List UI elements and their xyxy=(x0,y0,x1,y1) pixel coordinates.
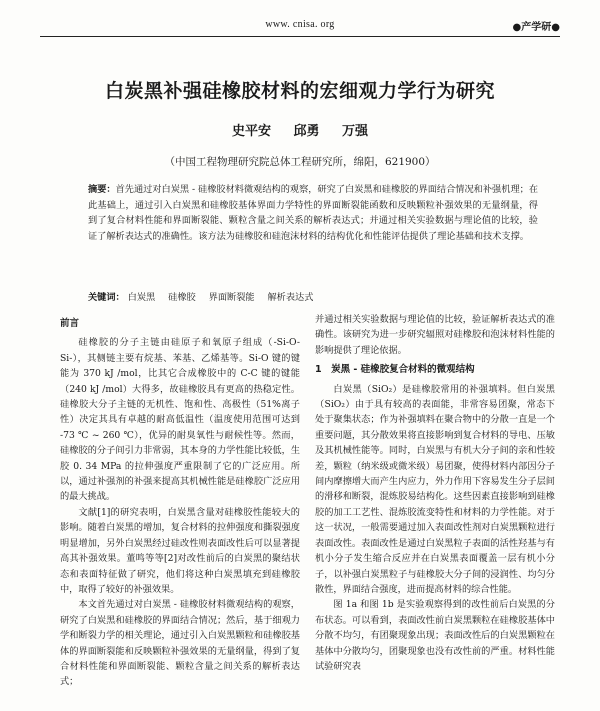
keyword: 解析表达式 xyxy=(267,292,314,303)
body-paragraph: 硅橡胶的分子主链由硅原子和氧原子组成（-Si-O-Si-），其侧链主要有烷基、苯基、乙烯基等。Si-O 键的键能为 370 kJ /mol，比其它合成橡胶中的 C-C 键的键能（240 kJ /mol）大得多，故硅橡胶具有更高的热稳定性。硅橡胶大分子主链的无机性、饱和性、高极性（51%离子性）决定其具有卓越的耐高低温性（温度使用范围可达到 -73 ℃ ~ 260 ℃），优异的耐臭氧性与耐候性等。然而，硅橡胶的分子间引力非常弱，其本身的力学性能比较低，生胶 0. 34 MPa 的拉伸强度严重限制了它的广泛应用。所以，通过补强剂的补强来提高其机械性能是硅橡胶广泛应用的最大挑战。 xyxy=(60,337,300,503)
running-header xyxy=(40,16,560,37)
author-name: 史平安 xyxy=(231,124,271,139)
left-column xyxy=(60,312,300,690)
abstract-label: 摘要： xyxy=(88,184,116,195)
keywords xyxy=(88,290,538,305)
section-heading-intro: 前言 xyxy=(60,318,80,329)
body-paragraph: 图 1a 和图 1b 是实验观察得到的改性前后白炭黑的分布状态。可以看到，表面改性前白炭黑颗粒在硅橡胶基体中分散不均匀，有团聚现象出现；表面改性后的白炭黑颗粒在基体中分散均匀，团聚现象也没有改性前的严重。材料性能试验研究表 xyxy=(315,599,555,672)
paper-title: 白炭黑补强硅橡胶材料的宏细观力学行为研究 xyxy=(104,80,495,102)
body-paragraph: 本文首先通过对白炭黑 - 硅橡胶材料微观结构的观察，研究了白炭黑和硅橡胶的界面结合情况；然后，基于细观力学和断裂力学的相关理论，通过引入白炭黑颗粒和硅橡胶基体的界面断裂能和反映颗粒补强效果的无量纲量，得到了复合材料性能和界面断裂能、颗粒含量之间关系的解析表达式； xyxy=(60,599,300,688)
body-paragraph: 白炭黑（SiO₂）是硅橡胶常用的补强填料。但白炭黑（SiO₂）由于具有较高的表面能，非常容易团聚，常态下处于聚集状态；作为补强填料在聚合物中的分散一直是一个重要问题，其分散效果将直接影响到复合材料的导电、压敏及其机械性能等。同时，白炭黑与有机大分子间的亲和性较差，颗粒（纳米级或微米级）易团聚，使得材料内部因分子间内摩擦增大而产生内应力，外力作用下容易发生分子层间的滑移和断裂，混炼胶易结构化。这些因素直接影响到硅橡胶的加工工艺性、混炼胶流变特性和材料的力学性能。对于这一状况，一般需要通过加入表面改性剂对白炭黑颗粒进行表面改性。表面改性是通过白炭黑粒子表面的活性羟基与有机小分子发生缩合反应并在白炭黑表面覆盖一层有机小分子，以补强白炭黑粒子与硅橡胶大分子间的浸润性、均匀分散性，界面结合强度，进而提高材料的综合性能。 xyxy=(315,383,555,595)
right-column xyxy=(315,312,555,674)
keyword: 硅橡胶 xyxy=(168,292,196,303)
keyword: 界面断裂能 xyxy=(208,292,255,303)
abstract-text: 首先通过对白炭黑 - 硅橡胶材料微观结构的观察，研究了白炭黑和硅橡胶的界面结合情况和补强机理；在此基础上，通过引入白炭黑和硅橡胶基体界面力学特性的界面断裂能函数和反映颗粒补强效果的无量纲量，得到了复合材料性能和界面断裂能、颗粒含量之间关系的解析表达式；并通过相关实验数据与理论值的比较，验证了解析表达式的准确性。该方法为硅橡胶和硅泡沫材料的结构优化和性能评估提供了理论基础和技术支撑。 xyxy=(88,184,539,242)
keywords-label: 关键词： xyxy=(88,292,125,303)
journal-site: www. cnisa. org xyxy=(265,19,335,30)
abstract xyxy=(88,182,538,244)
section-heading-1: 1 炭黑 - 硅橡胶复合材料的微观结构 xyxy=(315,364,475,376)
author-name: 万强 xyxy=(342,124,369,139)
author-list xyxy=(0,120,600,139)
author-name: 邱勇 xyxy=(293,124,320,139)
affiliation: （中国工程物理研究院总体工程研究所，绵阳，621900） xyxy=(164,156,436,168)
keyword: 白炭黑 xyxy=(127,292,156,303)
body-paragraph: 文献[1]的研究表明，白炭黑含量对硅橡胶性能较大的影响。随着白炭黑的增加，复合材料的拉伸强度和撕裂强度明显增加，另外白炭黑经过硅改性则表面改性后可以显著提高其补强效果。董鸣等等[2]对改性前后的白炭黑的聚结状态和表面特征做了研究，他们将这种白炭黑填充到硅橡胶中，取得了较好的补强效果。 xyxy=(60,506,300,595)
body-paragraph: 并通过相关实验数据与理论值的比较，验证解析表达式的准确性。该研究为进一步研究辐照对硅橡胶和泡沫材料性能的影响提供了理论依据。 xyxy=(315,314,555,356)
section-label: ●产学研● xyxy=(512,22,560,33)
